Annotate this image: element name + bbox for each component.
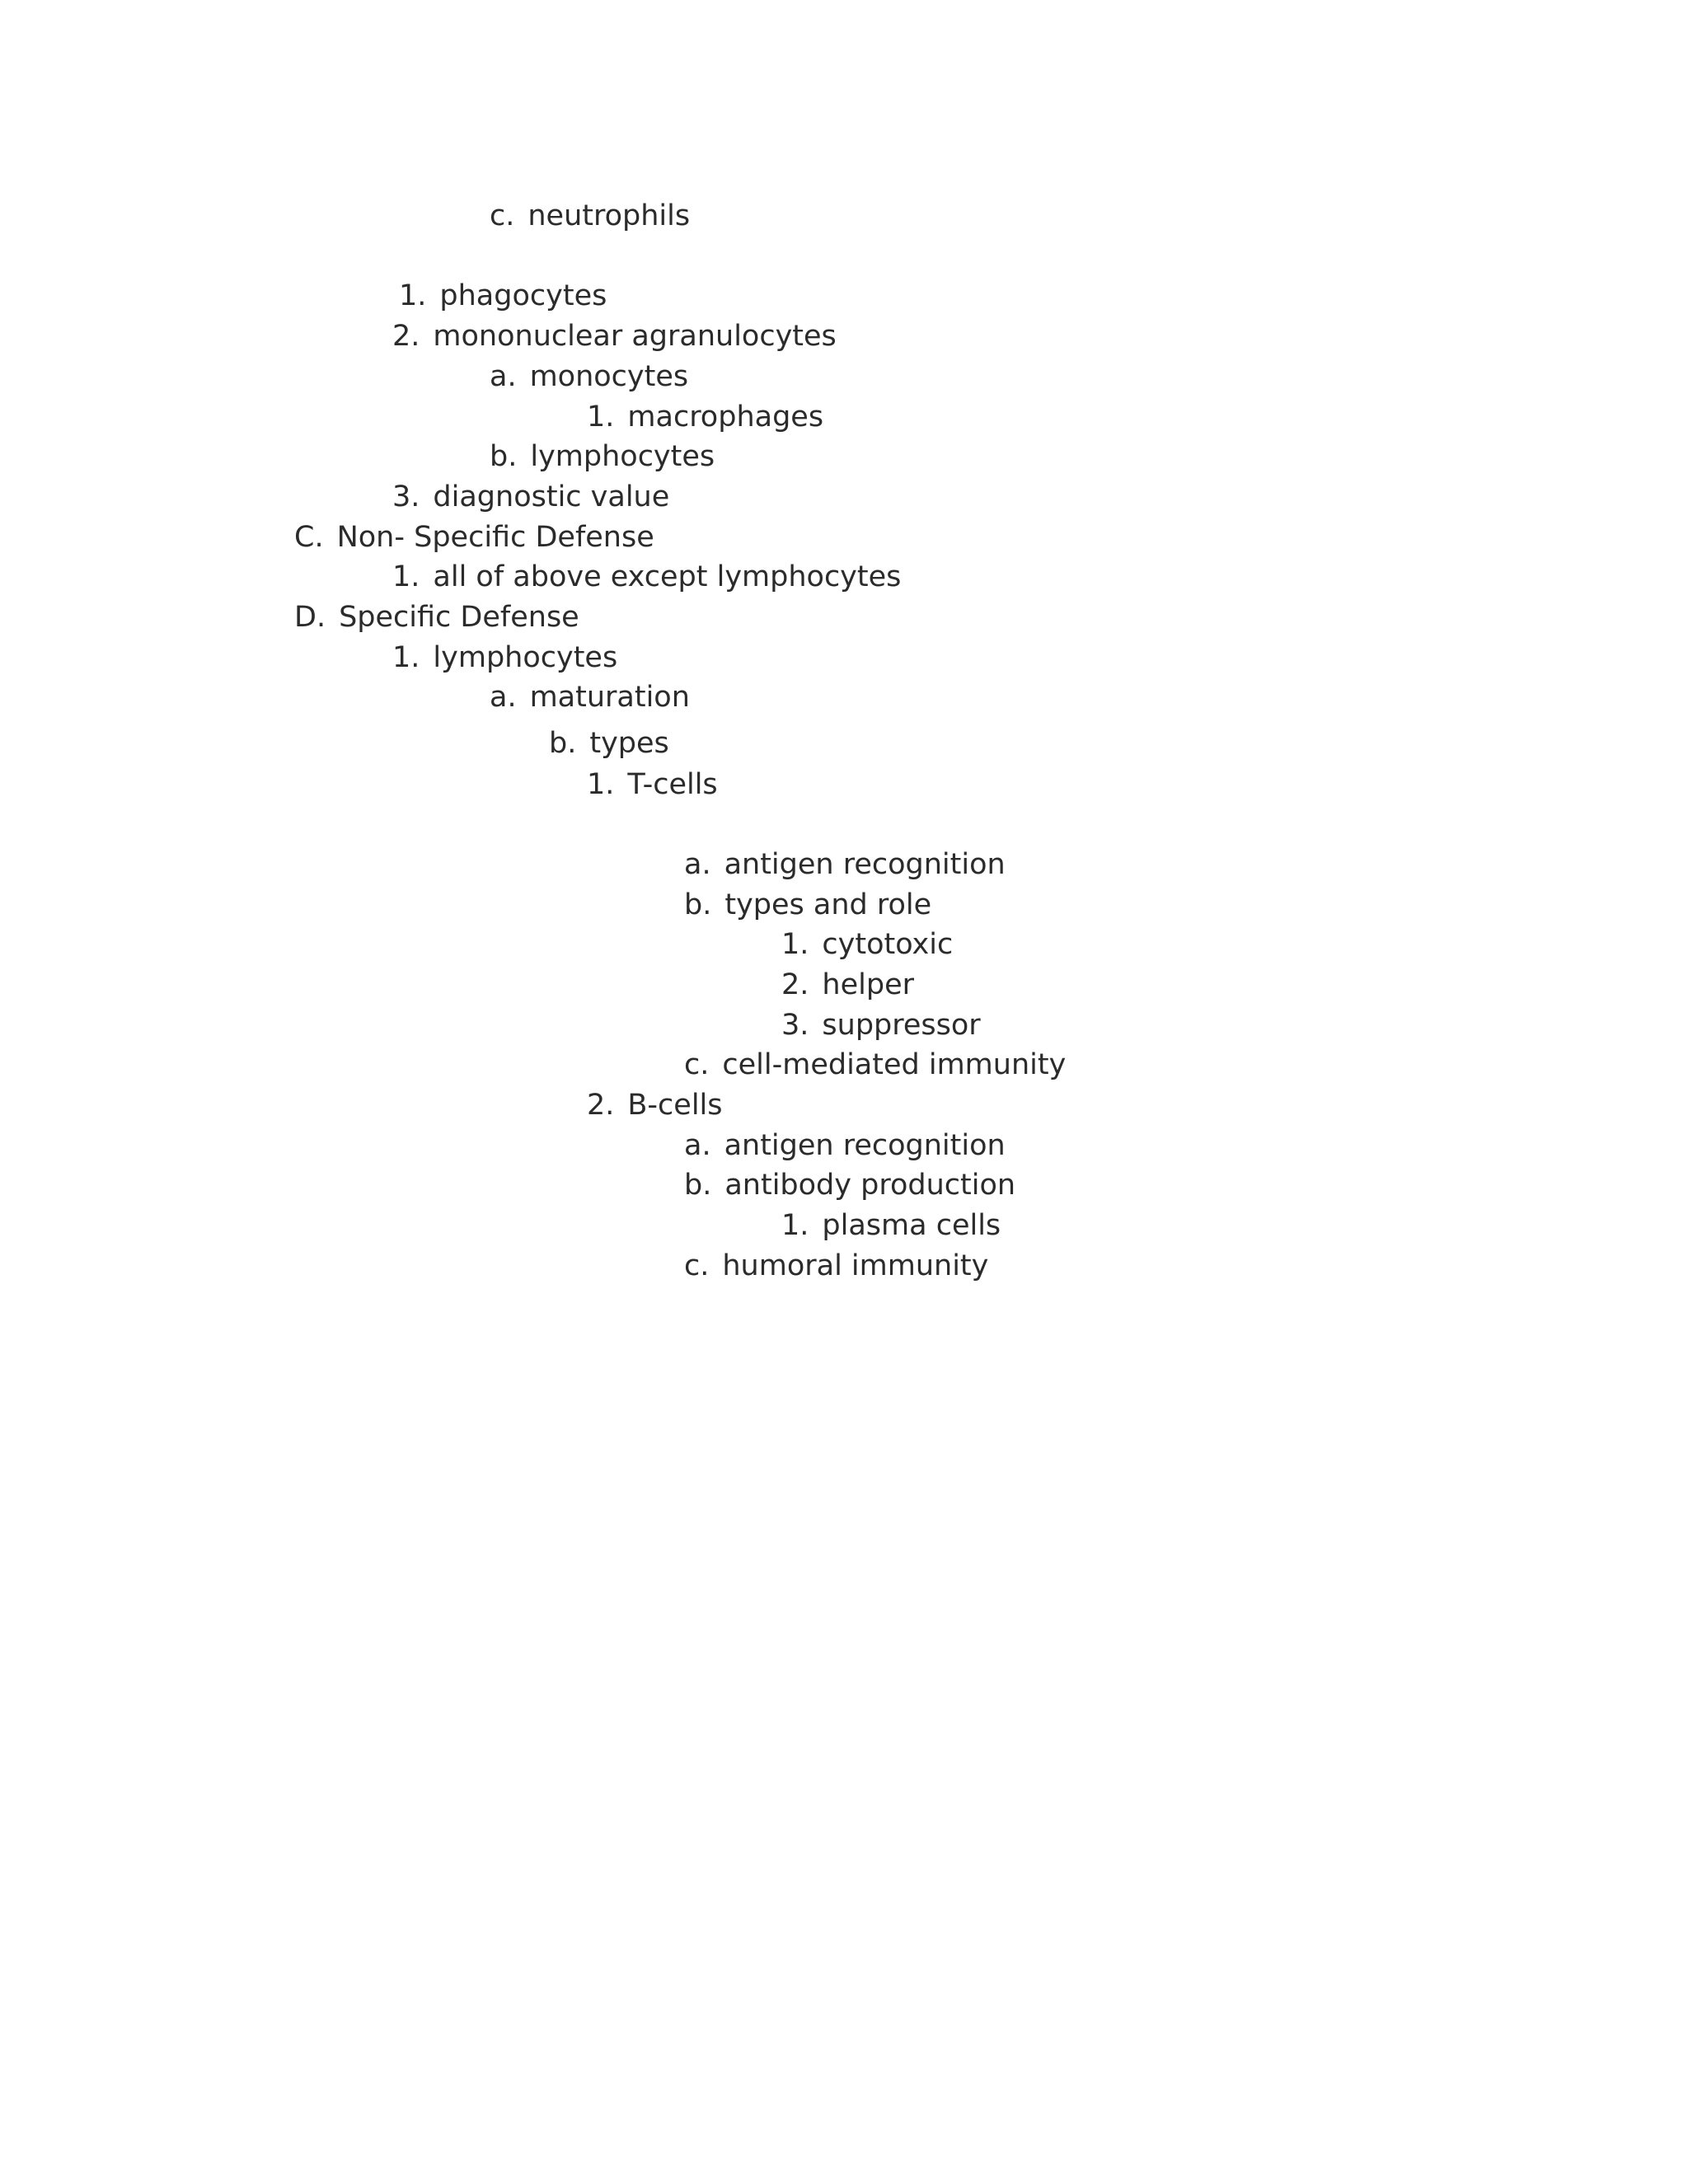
outline-text: maturation — [529, 681, 690, 714]
outline-text: T-cells — [627, 768, 718, 801]
outline-text: antigen recognition — [724, 848, 1006, 881]
outline-marker: 1. — [392, 641, 420, 674]
outline-marker: a. — [490, 681, 517, 714]
outline-marker: b. — [490, 440, 518, 473]
outline-item — [392, 557, 901, 597]
outline-marker: b. — [684, 1169, 712, 1202]
outline-text: antigen recognition — [724, 1129, 1006, 1162]
outline-item — [490, 357, 688, 396]
outline-item — [684, 1165, 1015, 1205]
outline-item — [294, 518, 654, 557]
outline-item — [781, 1005, 981, 1045]
outline-marker: a. — [684, 848, 711, 881]
outline-text: types and role — [724, 888, 932, 921]
outline-text: monocytes — [529, 360, 689, 393]
outline-text: antibody production — [724, 1169, 1016, 1202]
outline-item — [490, 677, 690, 717]
outline-marker: 1. — [587, 768, 615, 801]
outline-text: cytotoxic — [822, 928, 954, 961]
outline-item — [490, 437, 715, 476]
outline-marker: 1. — [399, 279, 427, 312]
outline-marker: 3. — [392, 480, 420, 513]
outline-item — [392, 316, 837, 356]
outline-marker: C. — [294, 521, 324, 554]
outline-item — [490, 196, 690, 236]
outline-item — [684, 885, 931, 925]
outline-item — [587, 1085, 723, 1125]
outline-text: all of above except lymphocytes — [433, 560, 902, 593]
outline-marker: 1. — [587, 401, 615, 434]
outline-marker: b. — [684, 888, 712, 921]
outline-text: macrophages — [627, 401, 824, 434]
outline-item — [549, 724, 669, 763]
outline-text: cell-mediated immunity — [722, 1048, 1067, 1081]
outline-item — [392, 638, 617, 677]
outline-marker: 2. — [781, 968, 809, 1001]
outline-text: Specific Defense — [339, 601, 579, 634]
outline-marker: a. — [490, 360, 517, 393]
outline-marker: c. — [684, 1048, 710, 1081]
outline-marker: 2. — [392, 320, 420, 353]
outline-text: diagnostic value — [433, 480, 670, 513]
outline-item — [392, 477, 669, 517]
outline-item — [684, 1045, 1066, 1085]
outline-marker: 1. — [781, 1209, 809, 1242]
outline-item — [294, 598, 579, 637]
outline-item — [587, 397, 823, 437]
outline-text: lymphocytes — [433, 641, 618, 674]
outline-item — [781, 1206, 1001, 1245]
outline-text: plasma cells — [822, 1209, 1001, 1242]
outline-text: Non- Specific Defense — [336, 521, 654, 554]
outline-marker: D. — [294, 601, 326, 634]
outline-item — [781, 925, 953, 964]
outline-text: lymphocytes — [530, 440, 715, 473]
outline-marker: a. — [684, 1129, 711, 1162]
outline-item — [587, 765, 718, 804]
outline-marker: c. — [490, 199, 515, 232]
outline-text: suppressor — [822, 1009, 981, 1042]
outline-item — [684, 1246, 988, 1286]
outline-marker: 1. — [392, 560, 420, 593]
outline-marker: 2. — [587, 1089, 615, 1122]
outline-item — [684, 845, 1006, 884]
outline-text: helper — [822, 968, 914, 1001]
outline-item — [781, 965, 914, 1005]
outline-marker: 1. — [781, 928, 809, 961]
outline-marker: c. — [684, 1249, 710, 1282]
outline-marker: b. — [549, 727, 577, 760]
outline-text: humoral immunity — [722, 1249, 989, 1282]
outline-text: types — [589, 727, 669, 760]
outline-marker: 3. — [781, 1009, 809, 1042]
outline-text: phagocytes — [439, 279, 607, 312]
outline-item — [399, 276, 607, 316]
outline-item — [684, 1126, 1006, 1165]
outline-text: mononuclear agranulocytes — [433, 320, 837, 353]
outline-text: neutrophils — [528, 199, 691, 232]
outline-text: B-cells — [627, 1089, 723, 1122]
